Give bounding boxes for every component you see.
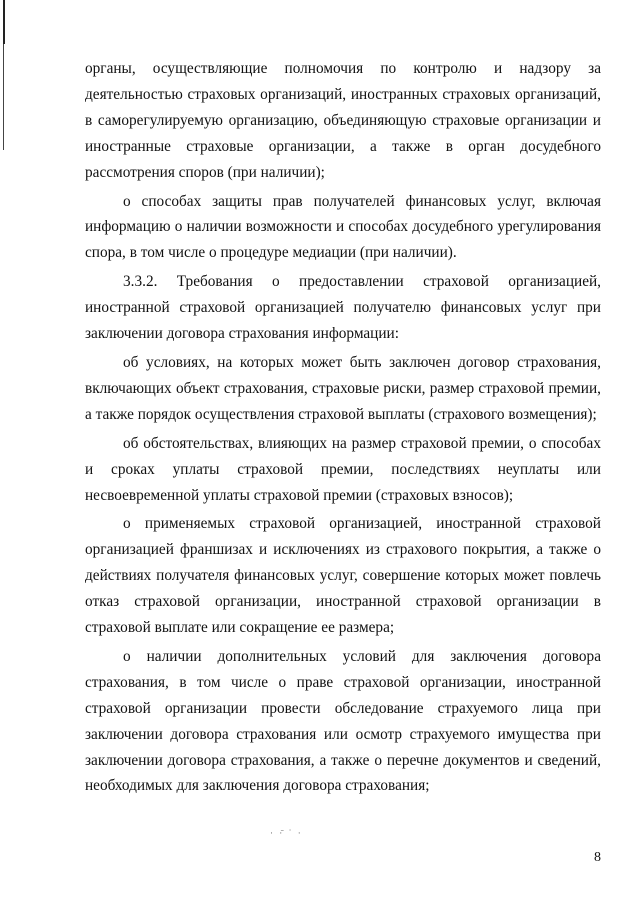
- paragraph-section-3-3-2: 3.3.2. Требования о предоставлении страховой организацией, иностранной страховой организацией получателю финансовых услуг при заключении договора страхования информации:: [85, 273, 601, 343]
- paragraph-premium-circumstances: об обстоятельствах, влияющих на размер страховой премии, о способах и сроках уплаты страховой премии, последствиях неуплаты или несвоевременной уплаты страховой премии (страховых взносов);: [85, 434, 601, 504]
- paragraph-protection-methods: о способах защиты прав получателей финансовых услуг, включая информацию о наличии возможности и способах досудебного урегулирования спора, в том числе о процедуре медиации (при наличии).: [85, 192, 601, 262]
- scan-margin-line-thin: [3, 44, 4, 150]
- paragraph-franchises-exclusions: о применяемых страховой организацией, иностранной страховой организацией франшизах и исключениях из страхового покрытия, а также о действиях получателя финансовых услуг, совершение которых может повлечь отказ страховой организации, иностранной страховой организации в страховой выплате или сокращение ее размера;: [85, 515, 601, 637]
- paragraph-additional-conditions: о наличии дополнительных условий для заключения договора страхования, в том числе о праве страховой организации, иностранной страховой организации провести обследование страхуемого лица при заключении договора страхования или осмотр страхуемого имущества при заключении договора страхования, а также о перечне документов и сведений, необходимых для заключения договора страхования;: [85, 647, 601, 795]
- scan-margin-line: [3, 0, 5, 44]
- page-number: 8: [594, 850, 601, 865]
- scan-artifact: · ·̄ ʾ ·: [270, 828, 303, 838]
- paragraph-contract-conditions: об условиях, на которых может быть заключен договор страхования, включающих объект страхования, страховые риски, размер страховой премии, а также порядок осуществления страховой выплаты (страхового возмещения);: [85, 353, 601, 423]
- paragraph-continuation: органы, осуществляющие полномочия по контролю и надзору за деятельностью страховых организаций, иностранных страховых организаций, в саморегулируемую организацию, объединяющую страховые организации и иностранные страховые организации, а также в орган досудебного рассмотрения споров (при наличии);: [85, 60, 601, 181]
- document-body: [85, 56, 601, 799]
